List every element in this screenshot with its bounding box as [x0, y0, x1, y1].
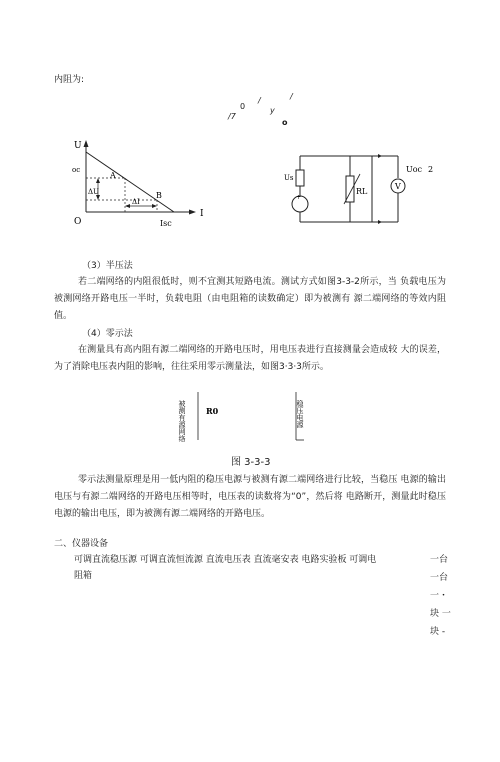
- uoc-label: Uoc: [406, 165, 423, 174]
- zero-method-body: 零示法测量原理是用一低内阻的稳压电源与被测有源二端网络进行比较，当稳压 电源的输出电压与有源二端网络的开路电压相等时，电压表的读数将为“0”，然后将 电路断开，测量此时稳压电源的输出电压，即为被测有源二端网络的开路电压。: [54, 475, 446, 519]
- formula-fragment: /: [258, 96, 261, 105]
- half-voltage-circuit: [282, 150, 452, 230]
- quantity-item: 块 -: [430, 627, 446, 637]
- uoc-suffix: 2: [428, 165, 434, 174]
- formula-fragment: o: [282, 118, 288, 127]
- formula-fragment: y: [270, 106, 275, 115]
- delta-u-label: ΔU: [88, 188, 99, 196]
- section4-body: 在测量具有高内阻有源二端网络的开路电压时，用电压表进行直接测量会造成较 大的误差，为了消除电压表内阻的影响，往往采用零示测量法，如图3·3·3所示。: [54, 345, 446, 372]
- formula-fragment: /: [290, 92, 293, 101]
- ui-graph: [64, 138, 214, 230]
- section3-body: 若二端网络的内阻很低时，则不宜测其短路电流。测试方式如图3-3-2所示，当 负载电压为被测网络开路电压一半时，负载电阻（由电阻箱的读数确定）即为被测有 源二端网络的等效内阻值。: [54, 277, 446, 321]
- formula-fragment: /7: [228, 112, 236, 121]
- figure-caption: 图 3-3-3: [231, 457, 271, 468]
- meter-label: V: [395, 182, 401, 191]
- equipment-title: 二、仪器设备: [54, 539, 109, 549]
- axis-u-label: U: [74, 141, 82, 151]
- network-label: 被测有源网络: [178, 400, 186, 442]
- equipment-line: 可调直流稳压源 可调直流恒流源 直流电压表 直流毫安表 电路实验板 可调电: [74, 555, 377, 565]
- formula-fragment: 0: [240, 102, 246, 111]
- r0-label: R0: [206, 406, 219, 416]
- quantity-item: 块 一: [430, 609, 451, 619]
- x-intercept-label: Isc: [160, 219, 172, 228]
- quantity-item: 一台: [430, 573, 449, 583]
- y-intercept-label: oc: [72, 166, 81, 174]
- point-a-label: A: [110, 171, 116, 180]
- svg-text:+: +: [296, 194, 302, 201]
- section4-title: （4）零示法: [82, 329, 133, 339]
- load-label: RL: [356, 187, 368, 196]
- quantity-item: 一・: [430, 591, 449, 601]
- point-b-label: B: [156, 191, 162, 200]
- delta-i-label: ΔI: [132, 198, 140, 206]
- intro-label: 内阻为:: [54, 75, 85, 85]
- quantity-item: 一台: [430, 555, 449, 565]
- fig-source-label: 稳压电源: [296, 400, 304, 428]
- source-label: Us: [284, 174, 294, 182]
- zero-method-circuit: [180, 388, 320, 448]
- section3-title: （3）半压法: [82, 261, 133, 271]
- origin-label: O: [74, 217, 82, 227]
- axis-i-label: I: [200, 209, 204, 219]
- equipment-line-2: 阻箱: [74, 571, 93, 581]
